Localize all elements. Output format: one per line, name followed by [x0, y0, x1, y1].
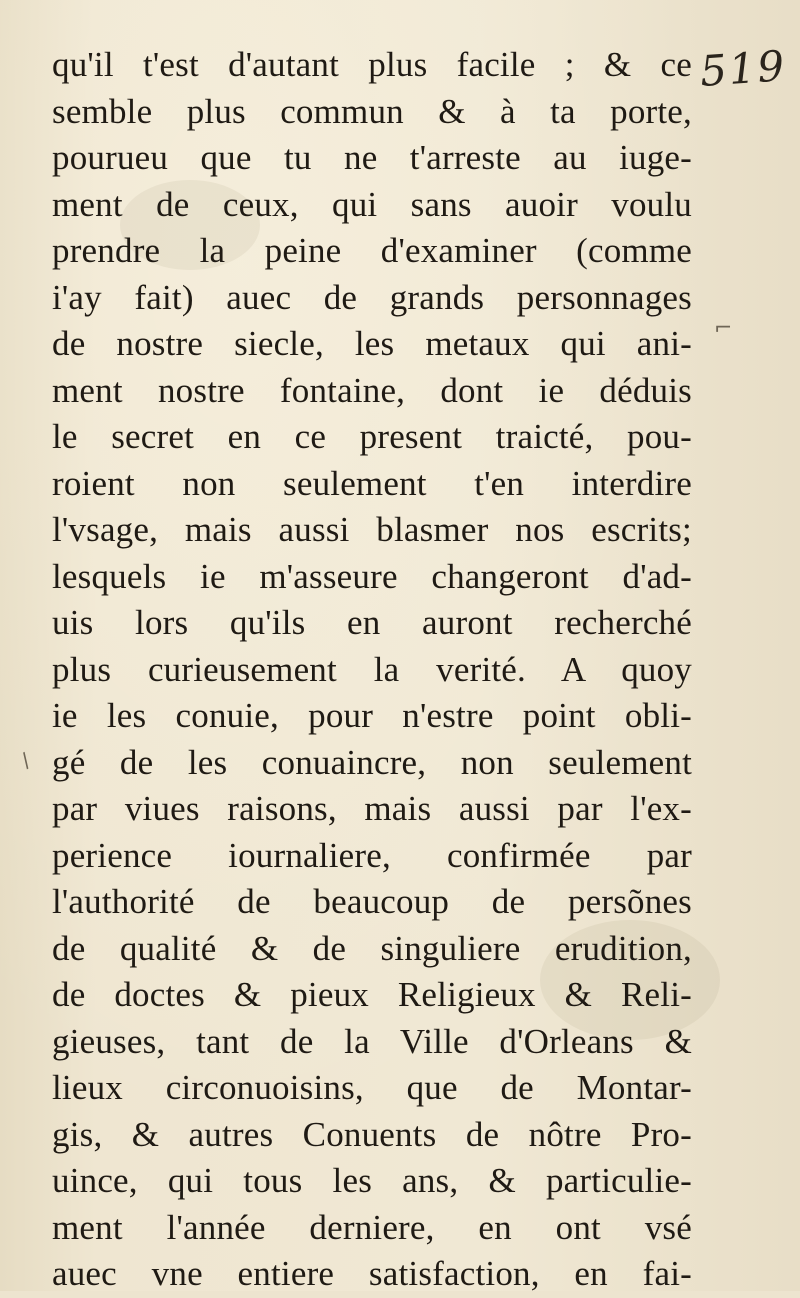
- body-text: [52, 42, 692, 1298]
- text-line: pourueu que tu ne t'arreste au iuge-: [52, 138, 692, 177]
- text-line: gis, & autres Conuents de nôtre Pro-: [52, 1114, 692, 1154]
- text-line: perience iournaliere, confirmée par: [52, 835, 692, 875]
- text-line: de qualité & de singuliere erudition,: [52, 928, 692, 968]
- margin-mark: ⌐: [714, 316, 733, 341]
- text-line: lieux circonuoisins, que de Montar-: [52, 1068, 692, 1107]
- text-line: prendre la peine d'examiner (comme: [52, 231, 692, 270]
- text-line: ie les conuie, pour n'estre point obli-: [52, 696, 692, 735]
- text-line: plus curieusement la verité. A quoy: [52, 649, 692, 689]
- text-line: qu'il t'est d'autant plus facile ; & ce: [52, 45, 692, 84]
- text-line: l'vsage, mais aussi blasmer nos escrits;: [52, 510, 692, 549]
- text-line: lesquels ie m'asseure changeront d'ad-: [52, 556, 692, 596]
- text-line: l'authorité de beaucoup de persõnes: [52, 882, 692, 921]
- text-line: par viues raisons, mais aussi par l'ex-: [52, 789, 692, 828]
- text-line: uis lors qu'ils en auront recherché: [52, 603, 692, 642]
- text-line: roient non seulement t'en interdire: [52, 463, 692, 503]
- text-line: semble plus commun & à ta porte,: [52, 91, 692, 131]
- text-line: gé de les conuaincre, non seulement: [52, 742, 692, 782]
- text-line: de doctes & pieux Religieux & Reli-: [52, 975, 692, 1014]
- text-line: de nostre siecle, les metaux qui ani-: [52, 324, 692, 363]
- text-line: ment de ceux, qui sans auoir voulu: [52, 184, 692, 224]
- text-line: ment nostre fontaine, dont ie déduis: [52, 370, 692, 410]
- text-line: gieuses, tant de la Ville d'Orleans &: [52, 1021, 692, 1061]
- text-line: uince, qui tous les ans, & particulie-: [52, 1161, 692, 1200]
- text-line: i'ay fait) auec de grands personnages: [52, 277, 692, 317]
- page-number: 519: [698, 41, 788, 96]
- text-line: ment l'année derniere, en ont vsé: [52, 1207, 692, 1247]
- margin-mark: /: [16, 747, 35, 773]
- text-line: auec vne entiere satisfaction, en fai-: [52, 1254, 692, 1293]
- text-line: le secret en ce present traicté, pou-: [52, 417, 692, 456]
